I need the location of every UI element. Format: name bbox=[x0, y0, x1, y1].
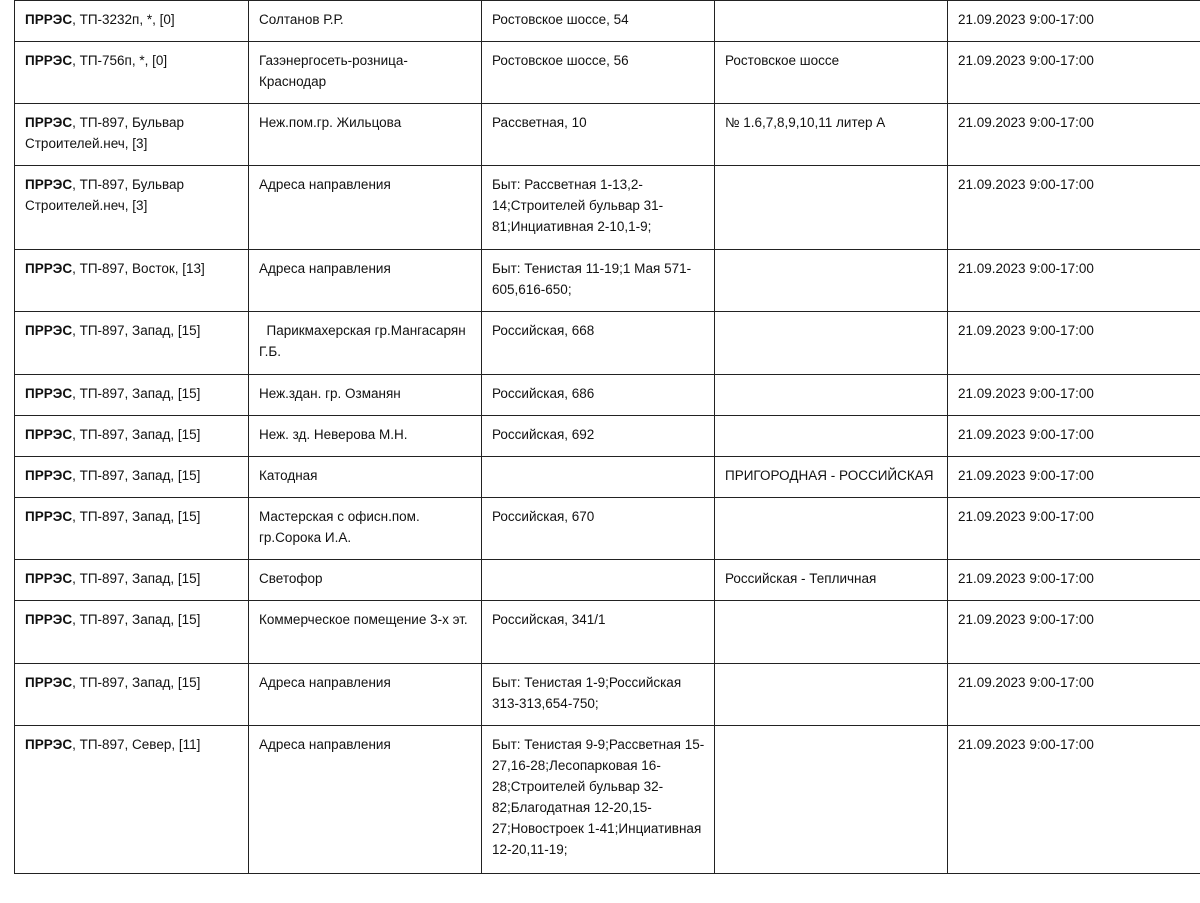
object-cell: Неж.пом.гр. Жильцова bbox=[249, 104, 482, 166]
time-cell: 21.09.2023 9:00-17:00 bbox=[948, 42, 1200, 104]
network-cell bbox=[15, 42, 249, 104]
network-name: ПРРЭС bbox=[25, 177, 73, 192]
network-name: ПРРЭС bbox=[25, 612, 73, 627]
network-cell bbox=[15, 726, 249, 874]
network-cell bbox=[15, 498, 249, 560]
network-cell bbox=[15, 312, 249, 375]
network-cell bbox=[15, 416, 249, 457]
network-cell bbox=[15, 1, 249, 42]
street-cell bbox=[715, 375, 948, 416]
object-cell: Солтанов Р.Р. bbox=[249, 1, 482, 42]
address-cell: Ростовское шоссе, 56 bbox=[482, 42, 715, 104]
object-cell: Мастерская с офисн.пом. гр.Сорока И.А. bbox=[249, 498, 482, 560]
network-details: , ТП-897, Запад, [15] bbox=[72, 675, 201, 690]
time-cell: 21.09.2023 9:00-17:00 bbox=[948, 560, 1200, 601]
table-row bbox=[15, 250, 1200, 312]
time-cell: 21.09.2023 9:00-17:00 bbox=[948, 375, 1200, 416]
network-name: ПРРЭС bbox=[25, 115, 73, 130]
table-row bbox=[15, 42, 1200, 104]
network-cell bbox=[15, 664, 249, 726]
street-cell: ПРИГОРОДНАЯ - РОССИЙСКАЯ bbox=[715, 457, 948, 498]
table-row bbox=[15, 166, 1200, 250]
time-cell: 21.09.2023 9:00-17:00 bbox=[948, 250, 1200, 312]
street-cell bbox=[715, 312, 948, 375]
street-cell bbox=[715, 1, 948, 42]
address-cell bbox=[482, 457, 715, 498]
address-cell: Быт: Тенистая 9-9;Рассветная 15-27,16-28;Лесопарковая 16-28;Строителей бульвар 32-82;Благодатная 12-20,15-27;Новостроек 1-41;Инциативная 12-20,11-19; bbox=[482, 726, 715, 874]
network-name: ПРРЭС bbox=[25, 427, 73, 442]
network-name: ПРРЭС bbox=[25, 509, 73, 524]
table-row bbox=[15, 375, 1200, 416]
street-cell bbox=[715, 416, 948, 457]
network-name: ПРРЭС bbox=[25, 675, 73, 690]
time-cell: 21.09.2023 9:00-17:00 bbox=[948, 1, 1200, 42]
address-cell: Российская, 692 bbox=[482, 416, 715, 457]
network-details: , ТП-897, Запад, [15] bbox=[72, 571, 201, 586]
network-details: , ТП-3232п, *, [0] bbox=[72, 12, 175, 27]
table-row bbox=[15, 601, 1200, 664]
network-details: , ТП-897, Запад, [15] bbox=[72, 386, 201, 401]
time-cell: 21.09.2023 9:00-17:00 bbox=[948, 104, 1200, 166]
address-cell: Российская, 341/1 bbox=[482, 601, 715, 664]
network-details: , ТП-897, Север, [11] bbox=[72, 737, 201, 752]
object-cell: Светофор bbox=[249, 560, 482, 601]
address-cell: Быт: Тенистая 11-19;1 Мая 571-605,616-650; bbox=[482, 250, 715, 312]
address-cell: Быт: Тенистая 1-9;Российская 313-313,654-750; bbox=[482, 664, 715, 726]
object-cell: Адреса направления bbox=[249, 726, 482, 874]
table-row bbox=[15, 726, 1200, 874]
network-name: ПРРЭС bbox=[25, 386, 73, 401]
object-cell: Парикмахерская гр.Мангасарян Г.Б. bbox=[249, 312, 482, 375]
network-name: ПРРЭС bbox=[25, 261, 73, 276]
object-cell: Адреса направления bbox=[249, 250, 482, 312]
network-details: , ТП-897, Запад, [15] bbox=[72, 468, 201, 483]
street-cell: Российская - Тепличная bbox=[715, 560, 948, 601]
street-cell: Ростовское шоссе bbox=[715, 42, 948, 104]
network-cell bbox=[15, 457, 249, 498]
network-details: , ТП-897, Запад, [15] bbox=[72, 323, 201, 338]
network-name: ПРРЭС bbox=[25, 737, 73, 752]
address-cell: Рассветная, 10 bbox=[482, 104, 715, 166]
table-row bbox=[15, 104, 1200, 166]
object-cell: Газэнергосеть-розница-Краснодар bbox=[249, 42, 482, 104]
time-cell: 21.09.2023 9:00-17:00 bbox=[948, 601, 1200, 664]
network-details: , ТП-897, Запад, [15] bbox=[72, 612, 201, 627]
object-cell: Неж. зд. Неверова М.Н. bbox=[249, 416, 482, 457]
network-cell bbox=[15, 601, 249, 664]
address-cell: Российская, 668 bbox=[482, 312, 715, 375]
time-cell: 21.09.2023 9:00-17:00 bbox=[948, 166, 1200, 250]
address-cell: Быт: Рассветная 1-13,2-14;Строителей бульвар 31-81;Инциативная 2-10,1-9; bbox=[482, 166, 715, 250]
address-cell bbox=[482, 560, 715, 601]
network-cell bbox=[15, 166, 249, 250]
network-details: , ТП-897, Бульвар Строителей.неч, [3] bbox=[25, 177, 185, 213]
table-row bbox=[15, 664, 1200, 726]
network-details: , ТП-756п, *, [0] bbox=[72, 53, 168, 68]
street-cell: № 1.6,7,8,9,10,11 литер А bbox=[715, 104, 948, 166]
network-details: , ТП-897, Запад, [15] bbox=[72, 427, 201, 442]
network-details: , ТП-897, Бульвар Строителей.неч, [3] bbox=[25, 115, 185, 151]
street-cell bbox=[715, 664, 948, 726]
table-body bbox=[15, 1, 1200, 874]
network-name: ПРРЭС bbox=[25, 12, 73, 27]
time-cell: 21.09.2023 9:00-17:00 bbox=[948, 312, 1200, 375]
address-cell: Российская, 686 bbox=[482, 375, 715, 416]
object-cell: Адреса направления bbox=[249, 166, 482, 250]
table-row bbox=[15, 498, 1200, 560]
object-cell: Катодная bbox=[249, 457, 482, 498]
address-cell: Ростовское шоссе, 54 bbox=[482, 1, 715, 42]
street-cell bbox=[715, 601, 948, 664]
street-cell bbox=[715, 250, 948, 312]
network-details: , ТП-897, Запад, [15] bbox=[72, 509, 201, 524]
time-cell: 21.09.2023 9:00-17:00 bbox=[948, 726, 1200, 874]
time-cell: 21.09.2023 9:00-17:00 bbox=[948, 664, 1200, 726]
outage-schedule-table bbox=[14, 0, 1200, 874]
network-name: ПРРЭС bbox=[25, 571, 73, 586]
street-cell bbox=[715, 726, 948, 874]
network-details: , ТП-897, Восток, [13] bbox=[72, 261, 205, 276]
table-row bbox=[15, 416, 1200, 457]
street-cell bbox=[715, 166, 948, 250]
network-name: ПРРЭС bbox=[25, 53, 73, 68]
network-name: ПРРЭС bbox=[25, 468, 73, 483]
network-cell bbox=[15, 560, 249, 601]
network-cell bbox=[15, 375, 249, 416]
address-cell: Российская, 670 bbox=[482, 498, 715, 560]
table-row bbox=[15, 457, 1200, 498]
object-cell: Неж.здан. гр. Озманян bbox=[249, 375, 482, 416]
table-row bbox=[15, 1, 1200, 42]
network-cell bbox=[15, 250, 249, 312]
object-cell: Адреса направления bbox=[249, 664, 482, 726]
table-row bbox=[15, 312, 1200, 375]
time-cell: 21.09.2023 9:00-17:00 bbox=[948, 416, 1200, 457]
time-cell: 21.09.2023 9:00-17:00 bbox=[948, 498, 1200, 560]
time-cell: 21.09.2023 9:00-17:00 bbox=[948, 457, 1200, 498]
network-cell bbox=[15, 104, 249, 166]
table-row bbox=[15, 560, 1200, 601]
network-name: ПРРЭС bbox=[25, 323, 73, 338]
street-cell bbox=[715, 498, 948, 560]
object-cell: Коммерческое помещение 3-х эт. bbox=[249, 601, 482, 664]
